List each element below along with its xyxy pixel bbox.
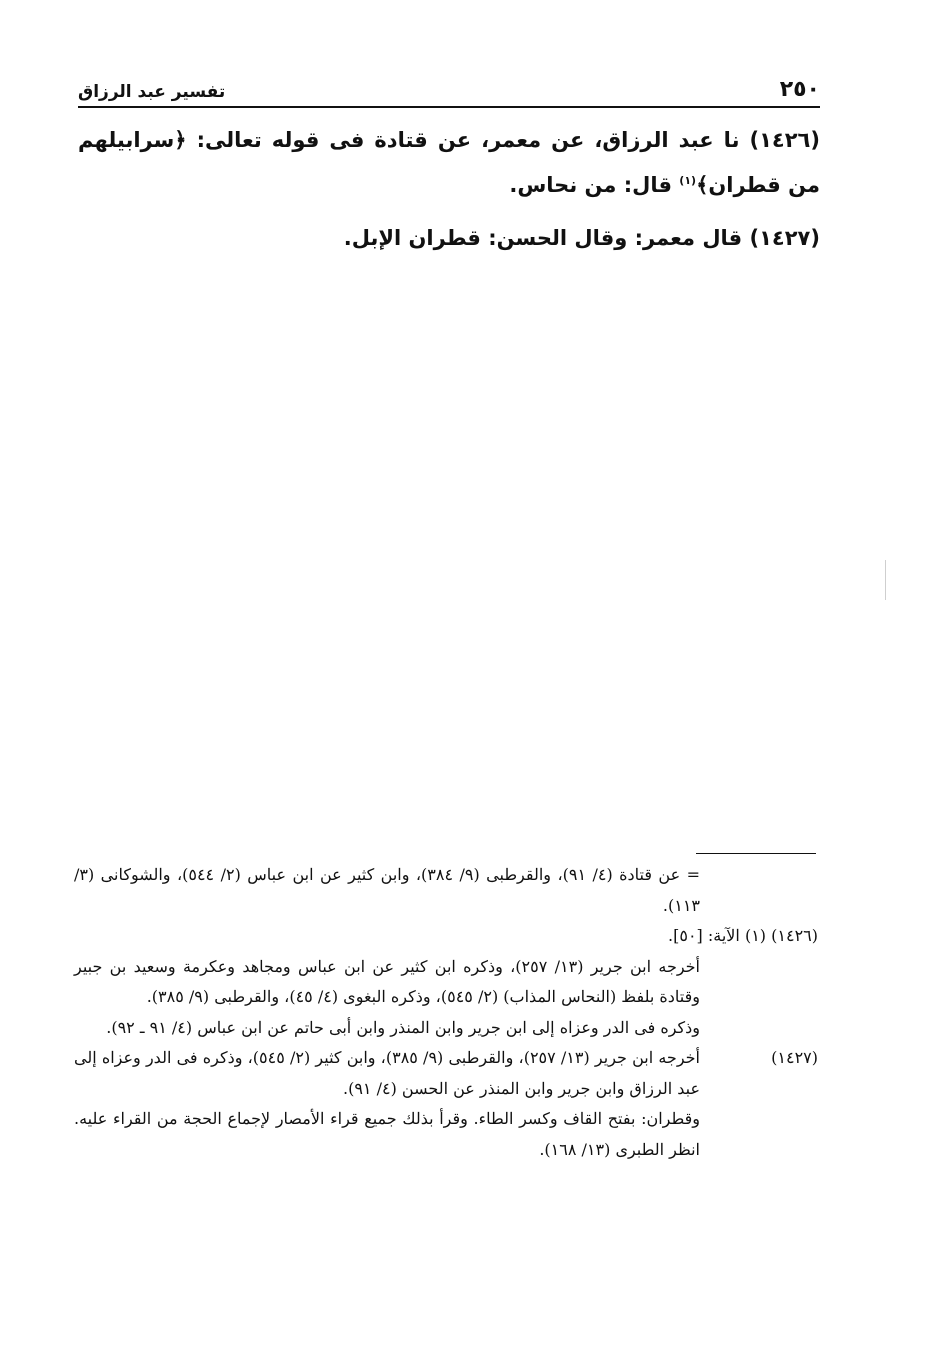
scan-mark [885,560,886,600]
entry-1426 [78,118,820,208]
footnotes-section [74,860,818,1165]
footnote-text: وذكره فى الدر وعزاه إلى ابن جرير وابن المنذر وابن أبى حاتم عن ابن عباس (٤/ ٩١ ـ ٩٢). [106,1017,700,1037]
footnote-1426 [74,952,818,1044]
entry-number: (١٤٢٧) [749,226,820,250]
footnote-label-empty [700,860,818,921]
entry-number: (١٤٢٦) [749,128,820,152]
running-title: تفسير عبد الرزاق [78,82,226,102]
footnote-text: أخرجه ابن جرير (١٣/ ٢٥٧)، وذكره ابن كثير عن ابن عباس ومجاهد وعكرمة وسعيد بن جبير وقتادة بلفظ (النحاس المذاب) (٢/ ٥٤٥)، وذكره البغوى (٤/ ٤٥)، والقرطبى (٩/ ٣٨٥). [74,956,701,1006]
entry-text-continued: قال: من نحاس. [509,173,680,197]
entry-text: قال معمر: وقال الحسن: قطران الإبل. [343,226,750,250]
footnote-rule [696,853,816,854]
page-number: ٢٥٠ [779,77,820,102]
main-text [78,118,820,269]
entry-text: نا عبد الرزاق، عن معمر، عن قتادة فى قوله تعالى: [186,128,750,152]
footnote-1426-label [74,921,818,952]
entry-1427 [78,216,820,261]
footnote-text: = عن قتادة (٤/ ٩١)، والقرطبى (٩/ ٣٨٤)، وابن كثير عن ابن عباس (٢/ ٥٤٤)، والشوكانى (٣/ ١١٣). [74,865,700,915]
footnote-text: أخرجه ابن جرير (١٣/ ٢٥٧)، والقرطبى (٩/ ٣٨٥)، وابن كثير (٢/ ٥٤٥)، وذكره فى الدر وعزاه إلى عبد الرزاق وابن جرير وابن المنذر عن الحسن (٤/ ٩١). [74,1048,700,1098]
footnote-continuation [74,860,818,921]
footnote-text: وقطران: بفتح القاف وكسر الطاء. وقرأ بذلك جميع قراء الأمصار لإجماع الحجة من القراء عليه. انظر الطبرى (١٣/ ١٦٨). [74,1109,700,1159]
quran-verse: ﴿سرابيلهم من قطران﴾ [78,128,820,197]
footnote-label: (١٤٢٧) [771,1048,818,1067]
footnote-1427 [74,1043,818,1165]
footnote-label-empty [700,952,818,1044]
footnote-label: (١٤٢٦) (١) الآية: [٥٠]. [668,926,818,945]
page-header [78,66,820,102]
footnote-reference[interactable]: (١) [679,174,697,187]
header-rule [78,106,820,108]
